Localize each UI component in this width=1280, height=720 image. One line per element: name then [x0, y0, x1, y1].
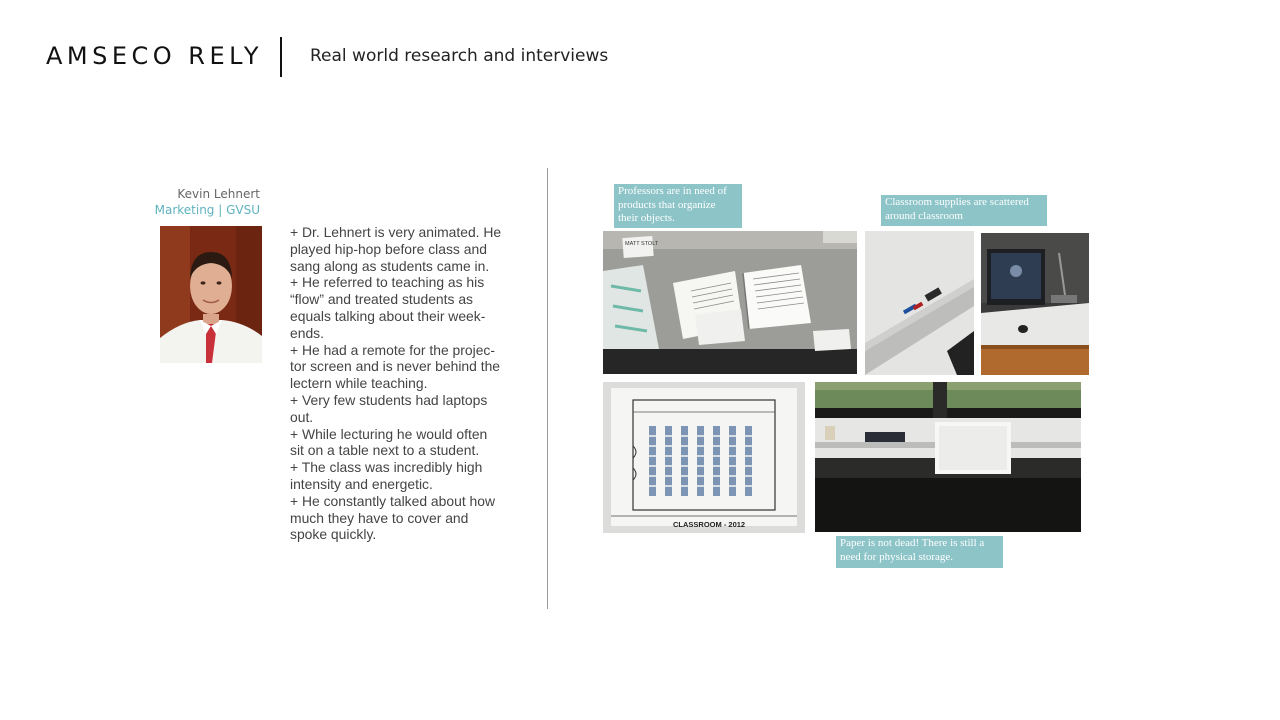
brand-title: AMSECO RELY [46, 42, 263, 70]
note-item: + While lecturing he would often sit on a table next to a student. [290, 425, 488, 459]
caption-professors: Professors are in need of products that organize their objects. [614, 184, 742, 228]
interviewee-role: Marketing | GVSU [154, 203, 260, 217]
interviewee-portrait [160, 226, 262, 363]
note-item: + He referred to teaching as his “flow” and treated students as equals talking about their week-ends. [290, 274, 486, 341]
photo-window-paper [815, 382, 1081, 532]
caption-supplies: Classroom supplies are scattered around classroom [881, 195, 1047, 226]
title-divider [280, 37, 282, 77]
photo-desk-papers [603, 231, 857, 374]
note-item: + Very few students had laptops out. [290, 391, 488, 425]
photo-floor-plan [603, 382, 805, 533]
interview-notes-list [290, 224, 502, 543]
note-item: + He had a remote for the projec-tor screen and is never behind the lectern while teaching. [290, 341, 501, 392]
column-divider [547, 168, 548, 609]
photo-lectern-monitor [981, 233, 1089, 375]
note-item: + Dr. Lehnert is very animated. He played hip-hop before class and sang along as students came in. [290, 224, 502, 274]
interviewee-name: Kevin Lehnert [177, 187, 260, 201]
photo-whiteboard-tray [865, 231, 974, 375]
name-card-text: MATT STOLT [625, 241, 659, 247]
note-item: + He constantly talked about how much they have to cover and spoke quickly. [290, 492, 496, 543]
caption-paper: Paper is not dead! There is still a need for physical storage. [836, 536, 1003, 568]
floor-plan-title: CLASSROOM - 2012 [673, 520, 746, 529]
page-subtitle: Real world research and interviews [310, 46, 609, 66]
note-item: + The class was incredibly high intensity and energetic. [290, 459, 483, 492]
